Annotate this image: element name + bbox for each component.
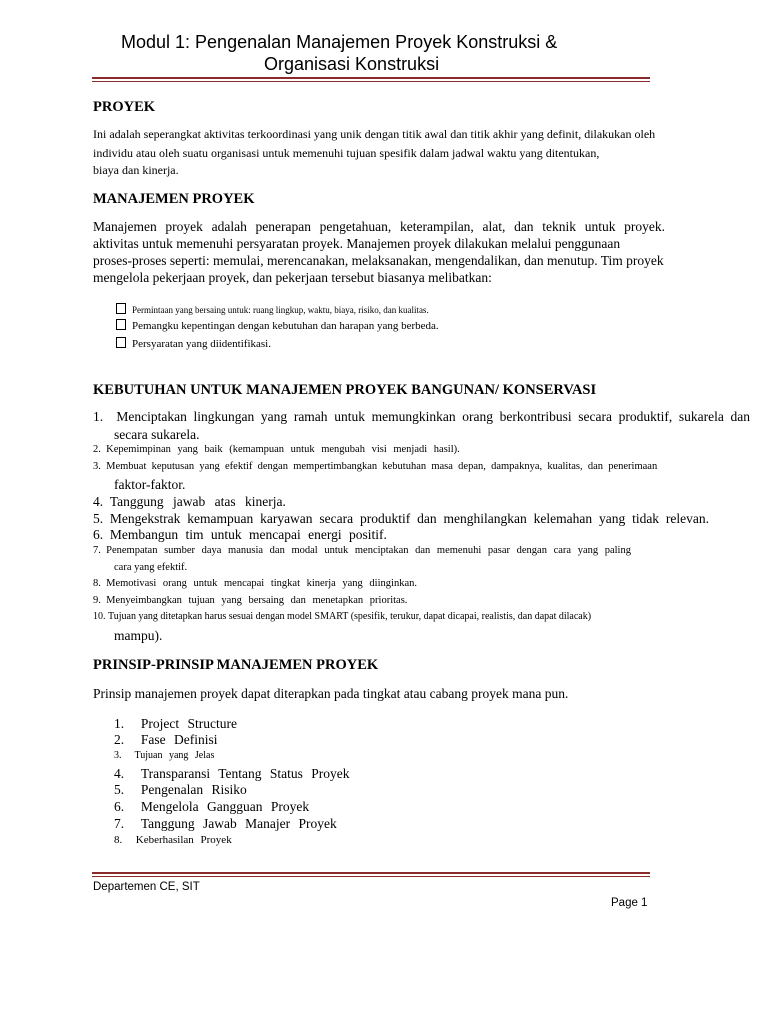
manajemen-line-4: mengelola pekerjaan proyek, dan pekerjaan tersebut biasanya melibatkan: xyxy=(93,270,492,285)
manajemen-line-1: Manajemen proyek adalah penerapan pengetahuan, keterampilan, alat, dan teknik untuk proyek. xyxy=(93,219,665,234)
list-text: Penempatan sumber daya manusia dan modal untuk menciptakan dan memenuhi pasar dengan cara yang paling xyxy=(106,545,631,556)
list-text: Kepemimpinan yang baik (kemampuan untuk mengubah visi menjadi hasil). xyxy=(106,444,460,455)
list-item xyxy=(114,782,247,798)
list-text: Keberhasilan Proyek xyxy=(135,834,232,846)
list-item xyxy=(114,799,309,815)
list-number: 6. xyxy=(114,799,125,814)
proyek-line-1: Ini adalah seperangkat aktivitas terkoordinasi yang unik dengan titik awal dan titik akhir yang definit, dilakukan oleh xyxy=(93,127,656,141)
list-text: Tujuan yang ditetapkan harus sesuai dengan model SMART (spesifik, terukur, dapat dicapai, realistis, dan dapat dilacak) xyxy=(108,611,592,622)
list-item xyxy=(114,732,218,748)
proyek-line-3: biaya dan kinerja. xyxy=(93,163,179,177)
list-item-continuation: secara sukarela. xyxy=(114,427,200,442)
list-text: Tanggung jawab atas kinerja. xyxy=(109,494,286,509)
checkbox-bullet-icon xyxy=(116,319,126,330)
list-text: Project Structure xyxy=(140,716,237,731)
list-text: Tujuan yang Jelas xyxy=(134,750,215,761)
list-item xyxy=(114,766,350,782)
list-number: 5. xyxy=(93,511,104,526)
list-number: 1. xyxy=(93,409,104,424)
footer-rule-bottom xyxy=(92,876,650,877)
list-item xyxy=(93,545,631,556)
list-number: 3. xyxy=(93,461,101,472)
prinsip-intro: Prinsip manajemen proyek dapat diterapkan pada tingkat atau cabang proyek mana pun. xyxy=(93,686,569,701)
list-number: 7. xyxy=(93,545,101,556)
list-text: Menyeimbangkan tujuan yang bersaing dan menetapkan prioritas. xyxy=(106,595,408,606)
list-item xyxy=(93,595,407,606)
list-item xyxy=(93,494,286,510)
list-number: 1. xyxy=(114,716,125,731)
list-item xyxy=(93,527,387,543)
section-heading-manajemen-proyek: MANAJEMEN PROYEK xyxy=(93,191,255,207)
list-number: 6. xyxy=(93,527,104,542)
header-rule-bottom xyxy=(92,81,650,82)
list-number: 5. xyxy=(114,782,125,797)
footer-page-number: Page 1 xyxy=(611,897,648,909)
bullet-text: Permintaan yang bersaing untuk: ruang lingkup, waktu, biaya, risiko, dan kualitas. xyxy=(132,305,429,315)
list-number: 9. xyxy=(93,595,101,606)
list-item xyxy=(93,611,591,622)
section-heading-kebutuhan: KEBUTUHAN UNTUK MANAJEMEN PROYEK BANGUNAN/ KONSERVASI xyxy=(93,382,597,398)
bullet-text: Persyaratan yang diidentifikasi. xyxy=(132,338,271,350)
bullet-item xyxy=(116,303,429,315)
footer-rule-top xyxy=(92,872,650,874)
list-text: Pengenalan Risiko xyxy=(140,782,247,797)
list-text: Memotivasi orang untuk mencapai tingkat kinerja yang diinginkan. xyxy=(106,578,417,589)
section-heading-prinsip: PRINSIP-PRINSIP MANAJEMEN PROYEK xyxy=(93,657,379,673)
list-text: Membangun tim untuk mencapai energi positif. xyxy=(109,527,387,542)
checkbox-bullet-icon xyxy=(116,337,126,348)
list-item-continuation: mampu). xyxy=(114,628,163,643)
list-item xyxy=(114,750,214,761)
list-item xyxy=(93,444,460,455)
list-text: Fase Definisi xyxy=(140,732,218,747)
list-item xyxy=(114,816,337,832)
list-number: 8. xyxy=(114,834,123,846)
list-item xyxy=(93,461,657,472)
list-text: Transparansi Tentang Status Proyek xyxy=(140,766,350,781)
section-heading-proyek: PROYEK xyxy=(93,99,156,115)
list-item-continuation: cara yang efektif. xyxy=(114,562,188,573)
list-number: 7. xyxy=(114,816,125,831)
bullet-item xyxy=(116,337,271,350)
list-item xyxy=(93,578,417,589)
manajemen-line-2: aktivitas untuk memenuhi persyaratan proyek. Manajemen proyek dilakukan melalui penggunaan xyxy=(93,236,621,251)
header-rule-top xyxy=(92,77,650,79)
header-title-line1: Modul 1: Pengenalan Manajemen Proyek Konstruksi & xyxy=(121,32,558,52)
list-text: Mengekstrak kemampuan karyawan secara produktif dan menghilangkan kelemahan yang tidak relevan. xyxy=(109,511,710,526)
list-item xyxy=(93,511,709,527)
list-number: 10. xyxy=(93,611,106,622)
list-number: 4. xyxy=(93,494,104,509)
list-text: Mengelola Gangguan Proyek xyxy=(140,799,310,814)
manajemen-line-3: proses-proses seperti: memulai, merencanakan, melaksanakan, mengendalikan, dan menutup. Tim proyek xyxy=(93,253,664,268)
header-title-line2: Organisasi Konstruksi xyxy=(264,54,440,74)
footer-department: Departemen CE, SIT xyxy=(93,881,200,893)
bullet-item xyxy=(116,319,439,332)
checkbox-bullet-icon xyxy=(116,303,126,314)
list-item xyxy=(114,834,232,846)
list-number: 8. xyxy=(93,578,101,589)
list-text: Tanggung Jawab Manajer Proyek xyxy=(140,816,337,831)
list-text: Membuat keputusan yang efektif dengan mempertimbangkan kebutuhan masa depan, dampaknya, kualitas, dan penerimaan xyxy=(106,461,658,472)
list-item-continuation: faktor-faktor. xyxy=(114,477,186,492)
list-number: 2. xyxy=(93,444,101,455)
list-text: Menciptakan lingkungan yang ramah untuk memungkinkan orang berkontribusi secara produktif, sukarela dan xyxy=(116,409,750,424)
list-number: 4. xyxy=(114,766,125,781)
list-number: 3. xyxy=(114,750,122,761)
proyek-line-2: individu atau oleh suatu organisasi untuk memenuhi tujuan spesifik dalam jadwal waktu yang ditentukan, xyxy=(93,146,600,160)
bullet-text: Pemangku kepentingan dengan kebutuhan dan harapan yang berbeda. xyxy=(132,320,439,332)
list-number: 2. xyxy=(114,732,125,747)
list-item xyxy=(93,409,750,425)
list-item xyxy=(114,716,237,732)
